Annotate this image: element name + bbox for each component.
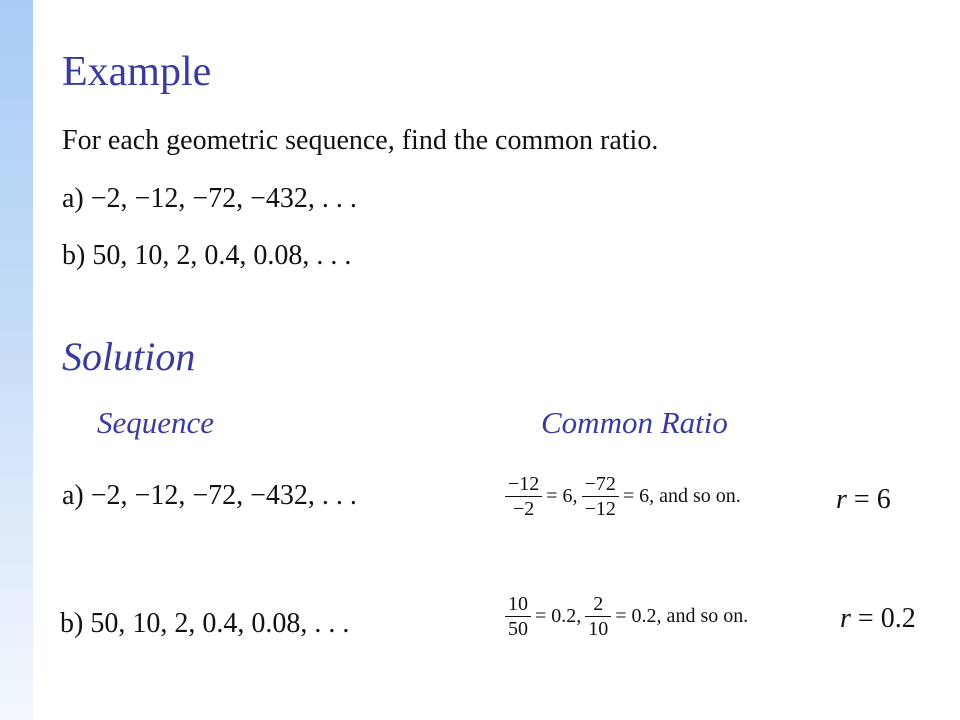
column-header-sequence: Sequence — [97, 405, 215, 440]
equals-text: = 0.2, — [535, 605, 582, 627]
decorative-side-band — [0, 0, 33, 720]
denominator: −12 — [584, 498, 616, 520]
column-header-common-ratio: Common Ratio — [541, 405, 728, 440]
numerator: −72 — [584, 473, 616, 495]
denominator: 10 — [588, 618, 609, 640]
fraction — [585, 592, 611, 641]
fraction — [582, 472, 619, 521]
solution-heading: Solution — [62, 334, 196, 379]
problem-prompt: For each geometric sequence, find the common ratio. — [62, 125, 659, 156]
numerator: −12 — [508, 473, 540, 495]
answer-a — [836, 484, 891, 516]
equals-text: = 6, — [546, 485, 578, 507]
denominator: −2 — [513, 498, 535, 520]
answer-b — [840, 603, 916, 635]
numerator: 10 — [508, 593, 528, 615]
ratio-work-a — [503, 472, 743, 521]
denominator: 50 — [508, 618, 528, 640]
ratio-value: = 0.2 — [850, 603, 916, 634]
equals-text: = 6, and so on. — [622, 485, 741, 507]
solution-sequence-a: a) −2, −12, −72, −432, . . . — [62, 480, 357, 511]
fraction — [505, 592, 531, 641]
problem-sequence-a: a) −2, −12, −72, −432, . . . — [62, 183, 357, 214]
solution-sequence-b: b) 50, 10, 2, 0.4, 0.08, . . . — [60, 608, 350, 639]
ratio-work-b — [503, 592, 750, 641]
fraction — [505, 472, 542, 521]
ratio-variable: r — [836, 484, 847, 515]
ratio-value: = 6 — [846, 484, 891, 515]
ratio-variable: r — [840, 603, 851, 634]
numerator: 2 — [593, 593, 604, 615]
problem-sequence-b: b) 50, 10, 2, 0.4, 0.08, . . . — [62, 240, 352, 271]
slide-title: Example — [62, 49, 212, 95]
equals-text: = 0.2, and so on. — [615, 605, 749, 627]
